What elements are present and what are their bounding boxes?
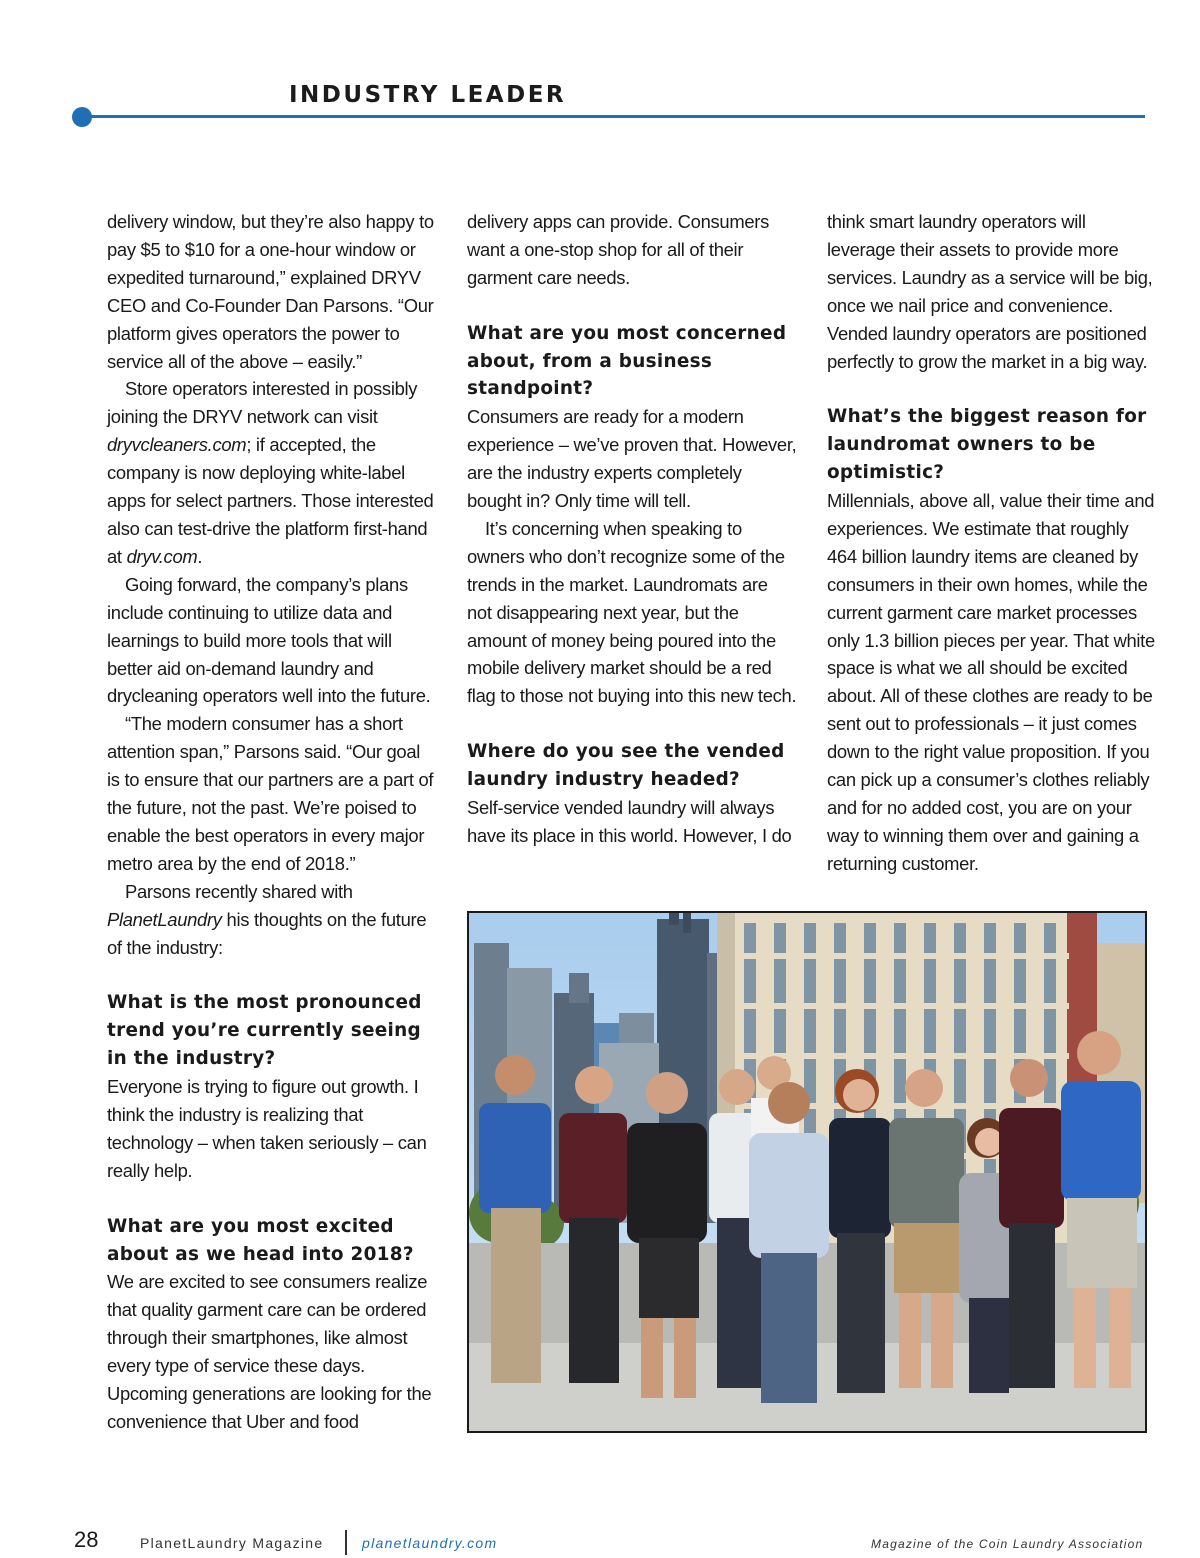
interview-answer: It’s concerning when speaking to owners who don’t recognize some of the trends in the market. Laundromats are not disappearing next year, but the amount of money being poured into the mobile delivery market should be a red flag to those not buying into this new tech. <box>467 517 797 707</box>
text: . <box>197 545 203 567</box>
header-rule-line <box>82 115 1145 118</box>
paragraph <box>107 375 437 570</box>
paragraph: delivery apps can provide. Consumers want a one-stop shop for all of their garment care needs. <box>467 211 769 288</box>
team-photo-illustration <box>469 913 1145 1431</box>
interview-question: What is the most pronounced trend you’re currently seeing in the industry? <box>107 992 422 1070</box>
article-column-1 <box>107 208 437 1436</box>
interview-answer: We are excited to see consumers realize that quality garment care can be ordered through their smartphones, like almost every type of service these days. Upcoming generations are looking for the convenience that Uber and food <box>107 1271 432 1432</box>
paragraph: “The modern consumer has a short attention span,” Parsons said. “Our goal is to ensure that our partners are a part of the future, not the past. We’re poised to enable the best operators in every major metro area by the end of 2018.” <box>107 713 434 874</box>
paragraph <box>107 878 437 962</box>
text: Parsons recently shared with <box>125 880 353 902</box>
interview-question: What’s the biggest reason for laundromat owners to be optimistic? <box>827 406 1147 484</box>
magazine-url-link[interactable]: planetlaundry.com <box>362 1535 498 1551</box>
page-number: 28 <box>74 1527 99 1552</box>
section-label: INDUSTRY LEADER <box>289 82 567 108</box>
website-link[interactable]: dryv.com <box>126 545 198 567</box>
article-column-3 <box>827 208 1157 878</box>
text: Store operators interested in possibly joining the DRYV network can visit <box>107 378 418 428</box>
text: ; if accepted, the company is now deploying white-label apps for select partners. Those interested also can test-drive the platform first-hand at <box>107 434 434 567</box>
paragraph: think smart laundry operators will leverage their assets to provide more services. Laundry as a service will be big, once we nail price and convenience. Vended laundry operators are positioned perfectly to grow the market in a big way. <box>827 211 1153 372</box>
paragraph: delivery window, but they’re also happy to pay $5 to $10 for a one-hour window or expedited turnaround,” explained DRYV CEO and Co-Founder Dan Parsons. “Our platform gives operators the power to service all of the above – easily.” <box>107 211 434 372</box>
publication-name: PlanetLaundry <box>107 908 222 930</box>
interview-question: What are you most excited about as we head into 2018? <box>107 1215 414 1265</box>
paragraph: Going forward, the company’s plans include continuing to utilize data and learnings to build more tools that will better aid on-demand laundry and drycleaning operators well into the future. <box>107 573 431 707</box>
magazine-name: PlanetLaundry Magazine <box>140 1535 324 1551</box>
interview-answer: Self-service vended laundry will always have its place in this world. However, I do <box>467 797 792 846</box>
interview-question: What are you most concerned about, from a business standpoint? <box>467 322 787 400</box>
text: his thoughts on the future of the industry: <box>107 908 427 958</box>
interview-answer: Millennials, above all, value their time and experiences. We estimate that roughly 464 billion laundry items are cleaned by consumers in their own homes, while the current garment care market processes only 1.3 billion pieces per year. That white space is what we all should be excited about. All of these clothes are ready to be sent out to professionals – it just comes down to the right value proposition. If you can pick up a consumer’s clothes reliably and for no added cost, you are on your way to winning them over and gaining a returning customer. <box>827 490 1155 874</box>
interview-question: Where do you see the vended laundry industry headed? <box>467 741 785 791</box>
footer-divider <box>345 1530 347 1555</box>
interview-answer: Everyone is trying to figure out growth. I think the industry is realizing that technology – when taken seriously – can really help. <box>107 1076 427 1181</box>
article-column-2 <box>467 208 797 850</box>
magazine-tagline: Magazine of the Coin Laundry Association <box>871 1537 1144 1551</box>
website-link[interactable]: dryvcleaners.com <box>107 434 247 456</box>
team-photo <box>467 911 1147 1433</box>
interview-answer: Consumers are ready for a modern experience – we’ve proven that. However, are the industry experts completely bought in? Only time will tell. <box>467 406 797 512</box>
